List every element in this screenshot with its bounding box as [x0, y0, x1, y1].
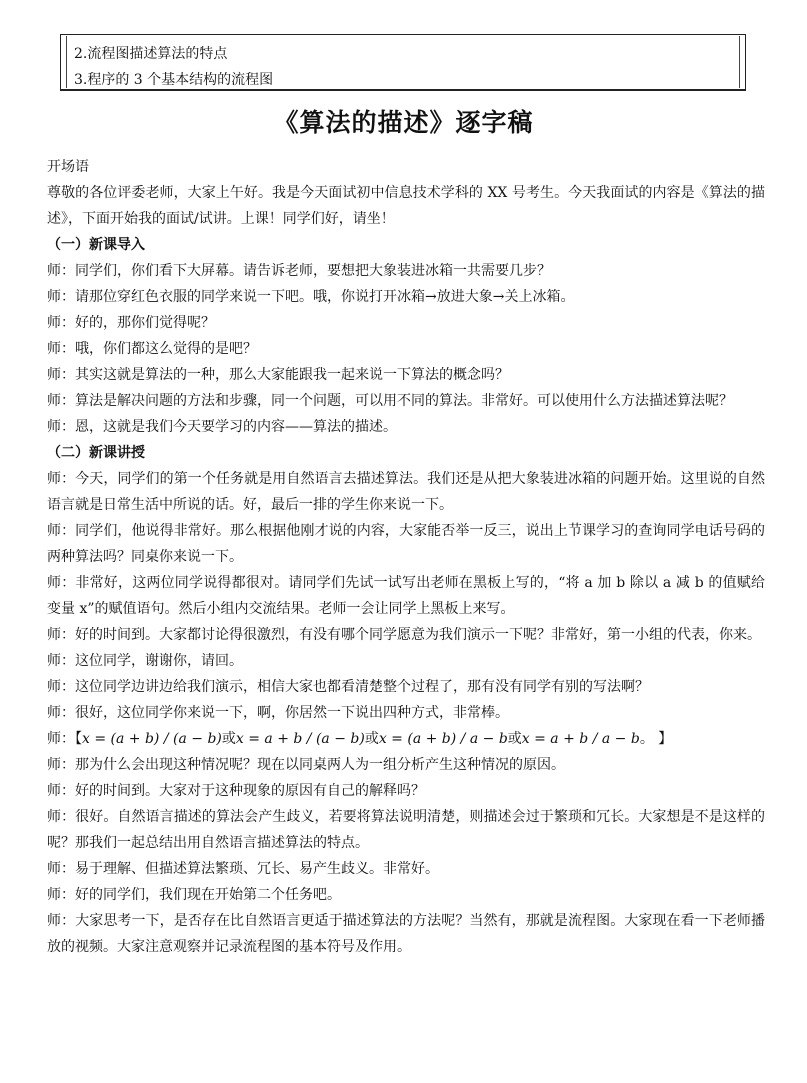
paragraph: 师：请那位穿红色衣服的同学来说一下吧。哦，你说打开冰箱→放进大象→关上冰箱。 [47, 289, 575, 305]
paragraph: 师：好的时间到。大家都讨论得很激烈，有没有哪个同学愿意为我们演示一下呢？非常好，第一小组的代表，你来。 [47, 627, 761, 643]
formula-3: x = (a + b) / a − b [378, 731, 508, 747]
formula-1: x = (a + b) / (a − b) [82, 731, 222, 747]
paragraph: 师：好的，那你们觉得呢？ [47, 315, 215, 331]
header-line-2: 3.程序的 3 个基本结构的流程图 [74, 72, 274, 88]
paragraph: 尊敬的各位评委老师，大家上午好。我是今天面试初中信息技术学科的 XX 号考生。今天我面试的内容是《算法的描述》，下面开始我的面试/试讲。上课！同学们好，请坐！ [47, 185, 765, 227]
formula-or-3: 或 [507, 731, 522, 747]
formula-or-2: 或 [364, 731, 379, 747]
paragraph: 师：非常好，这两位同学说得都很对。请同学们先试一试写出老师在黑板上写的，“将 a 加 b 除以 a 减 b 的值赋给变量 x”的赋值语句。然后小组内交流结果。老师一会让同学上黑板上来写。 [47, 575, 765, 617]
formula-4: x = a + b / a − b [521, 731, 640, 747]
paragraph: 师：那为什么会出现这种情况呢？现在以同桌两人为一组分析产生这种情况的原因。 [47, 757, 565, 773]
paragraph: 师：这位同学，谢谢你，请回。 [47, 653, 243, 669]
paragraph: 师：这位同学边讲边给我们演示，相信大家也都看清楚整个过程了，那有没有同学有别的写法啊？ [47, 679, 649, 695]
paragraph: 师：同学们，他说得非常好。那么根据他刚才说的内容，大家能否举一反三，说出上节课学习的查询同学电话号码的两种算法吗？同桌你来说一下。 [47, 523, 765, 565]
paragraph: 师：恩，这就是我们今天要学习的内容——算法的描述。 [47, 419, 397, 435]
paragraph: 师：同学们，你们看下大屏幕。请告诉老师，要想把大象装进冰箱一共需要几步？ [47, 263, 551, 279]
paragraph: 师：算法是解决问题的方法和步骤，同一个问题，可以用不同的算法。非常好。可以使用什么方法描述算法呢？ [47, 393, 733, 409]
paragraph: 师：其实这就是算法的一种，那么大家能跟我一起来说一下算法的概念吗？ [47, 367, 509, 383]
section-heading: （二）新课讲授 [47, 445, 145, 461]
document-body [47, 154, 765, 960]
formula-prefix: 师：【 [47, 731, 82, 747]
paragraph: 师：很好，这位同学你来说一下，啊，你居然一下说出四种方式，非常棒。 [47, 705, 509, 721]
section-heading: （一）新课导入 [47, 237, 145, 253]
formula-or-1: 或 [221, 731, 236, 747]
formula-line [47, 726, 765, 752]
header-line-1: 2.流程图描述算法的特点 [74, 46, 228, 62]
header-table [60, 34, 746, 91]
formula-2: x = a + b / (a − b) [235, 731, 365, 747]
paragraph: 师：今天，同学们的第一个任务就是用自然语言去描述算法。我们还是从把大象装进冰箱的问题开始。这里说的自然语言就是日常生活中所说的话。好，最后一排的学生你来说一下。 [47, 471, 765, 513]
formula-suffix: 。 】 [639, 731, 673, 747]
paragraph: 师：好的时间到。大家对于这种现象的原因有自己的解释吗？ [47, 783, 425, 799]
paragraph: 师：哦，你们都这么觉得的是吧？ [47, 341, 257, 357]
paragraph: 师：大家思考一下，是否存在比自然语言更适于描述算法的方法呢？当然有，那就是流程图。大家现在看一下老师播放的视频。大家注意观察并记录流程图的基本符号及作用。 [47, 913, 765, 955]
paragraph: 师：好的同学们，我们现在开始第二个任务吧。 [47, 887, 341, 903]
paragraph: 师：很好。自然语言描述的算法会产生歧义，若要将算法说明清楚，则描述会过于繁琐和冗长。大家想是不是这样的呢？那我们一起总结出用自然语言描述算法的特点。 [47, 809, 765, 851]
paragraph: 师：易于理解、但描述算法繁琐、冗长、易产生歧义。非常好。 [47, 861, 439, 877]
document-title: 《算法的描述》逐字稿 [273, 108, 534, 137]
section-label: 开场语 [47, 159, 89, 175]
